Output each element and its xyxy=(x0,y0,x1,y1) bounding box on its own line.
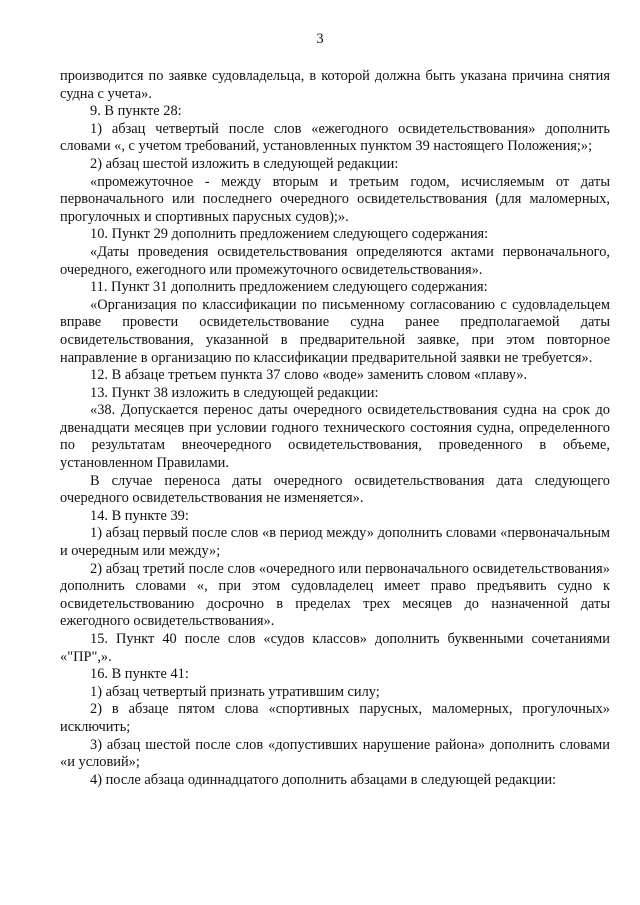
paragraph-item-14-2: 2) абзац третий после слов «очередного или первоначального освидетельствования» дополнить словами «, при этом судовладелец имеет право предъявить судно к освидетельствованию досрочно в пределах трех месяцев до назначенной даты ежегодного освидетельствования». xyxy=(60,560,610,630)
paragraph-item-13: 13. Пункт 38 изложить в следующей редакции: xyxy=(90,384,379,401)
paragraph-item-9-1: 1) абзац четвертый после слов «ежегодного освидетельствования» дополнить словами «, с учетом требований, установленных пунктом 39 настоящего Положения;»; xyxy=(60,120,610,155)
paragraph-item-10: 10. Пункт 29 дополнить предложением следующего содержания: xyxy=(90,226,489,243)
paragraph-item-12: 12. В абзаце третьем пункта 37 слово «воде» заменить словом «плаву». xyxy=(90,367,528,384)
paragraph-item-11: 11. Пункт 31 дополнить предложением следующего содержания: xyxy=(90,279,488,296)
paragraph-quote-dates: «Даты проведения освидетельствования определяются актами первоначального, очередного, ежегодного или промежуточного освидетельствования». xyxy=(60,243,610,278)
paragraph-item-16-3: 3) абзац шестой после слов «допустивших нарушение района» дополнить словами «и условий»; xyxy=(60,736,610,771)
paragraph-quote-intermediate: «промежуточное - между вторым и третьим годом, исчисляемым от даты первоначального или последнего очередного освидетельствования (для маломерных, прогулочных и спортивных парусных судов);». xyxy=(60,173,610,225)
paragraph-item-16-1: 1) абзац четвертый признать утратившим силу; xyxy=(90,683,380,700)
paragraph-item-14-1: 1) абзац первый после слов «в период между» дополнить словами «первоначальным и очередным или между»; xyxy=(60,525,610,560)
paragraph-item-15: 15. Пункт 40 после слов «судов классов» дополнить буквенными сочетаниями «"ПР",». xyxy=(60,631,610,665)
paragraph-quote-organization: «Организация по классификации по письменному согласованию с судовладельцем вправе провести освидетельствование судна ранее предполагаемой даты освидетельствования, указанной в предварительной заявке, при этом повторное направление в организацию по классификации предварительной заявки не требуется». xyxy=(60,296,610,366)
paragraph-quote-38-transfer: В случае переноса даты очередного освидетельствования дата следующего очередного освидетельствования не изменяется». xyxy=(60,472,610,507)
paragraph-item-9: 9. В пункте 28: xyxy=(90,103,182,120)
paragraph-continuation: производится по заявке судовладельца, в которой должна быть указана причина снятия судна с учета». xyxy=(60,68,610,102)
document-body xyxy=(60,68,610,789)
paragraph-quote-38: «38. Допускается перенос даты очередного освидетельствования судна на срок до двенадцати месяцев при условии годного технического состояния судна, определенного по результатам внеочередного освидетельствования, проведенного в объеме, установленном Правилами. xyxy=(60,402,610,472)
paragraph-item-16: 16. В пункте 41: xyxy=(90,666,189,683)
page-number: 3 xyxy=(316,31,324,47)
paragraph-item-16-4: 4) после абзаца одиннадцатого дополнить абзацами в следующей редакции: xyxy=(90,771,557,788)
paragraph-item-9-2: 2) абзац шестой изложить в следующей редакции: xyxy=(90,155,399,172)
paragraph-item-14: 14. В пункте 39: xyxy=(90,507,189,524)
paragraph-item-16-2: 2) в абзаце пятом слова «спортивных парусных, маломерных, прогулочных» исключить; xyxy=(60,701,610,735)
